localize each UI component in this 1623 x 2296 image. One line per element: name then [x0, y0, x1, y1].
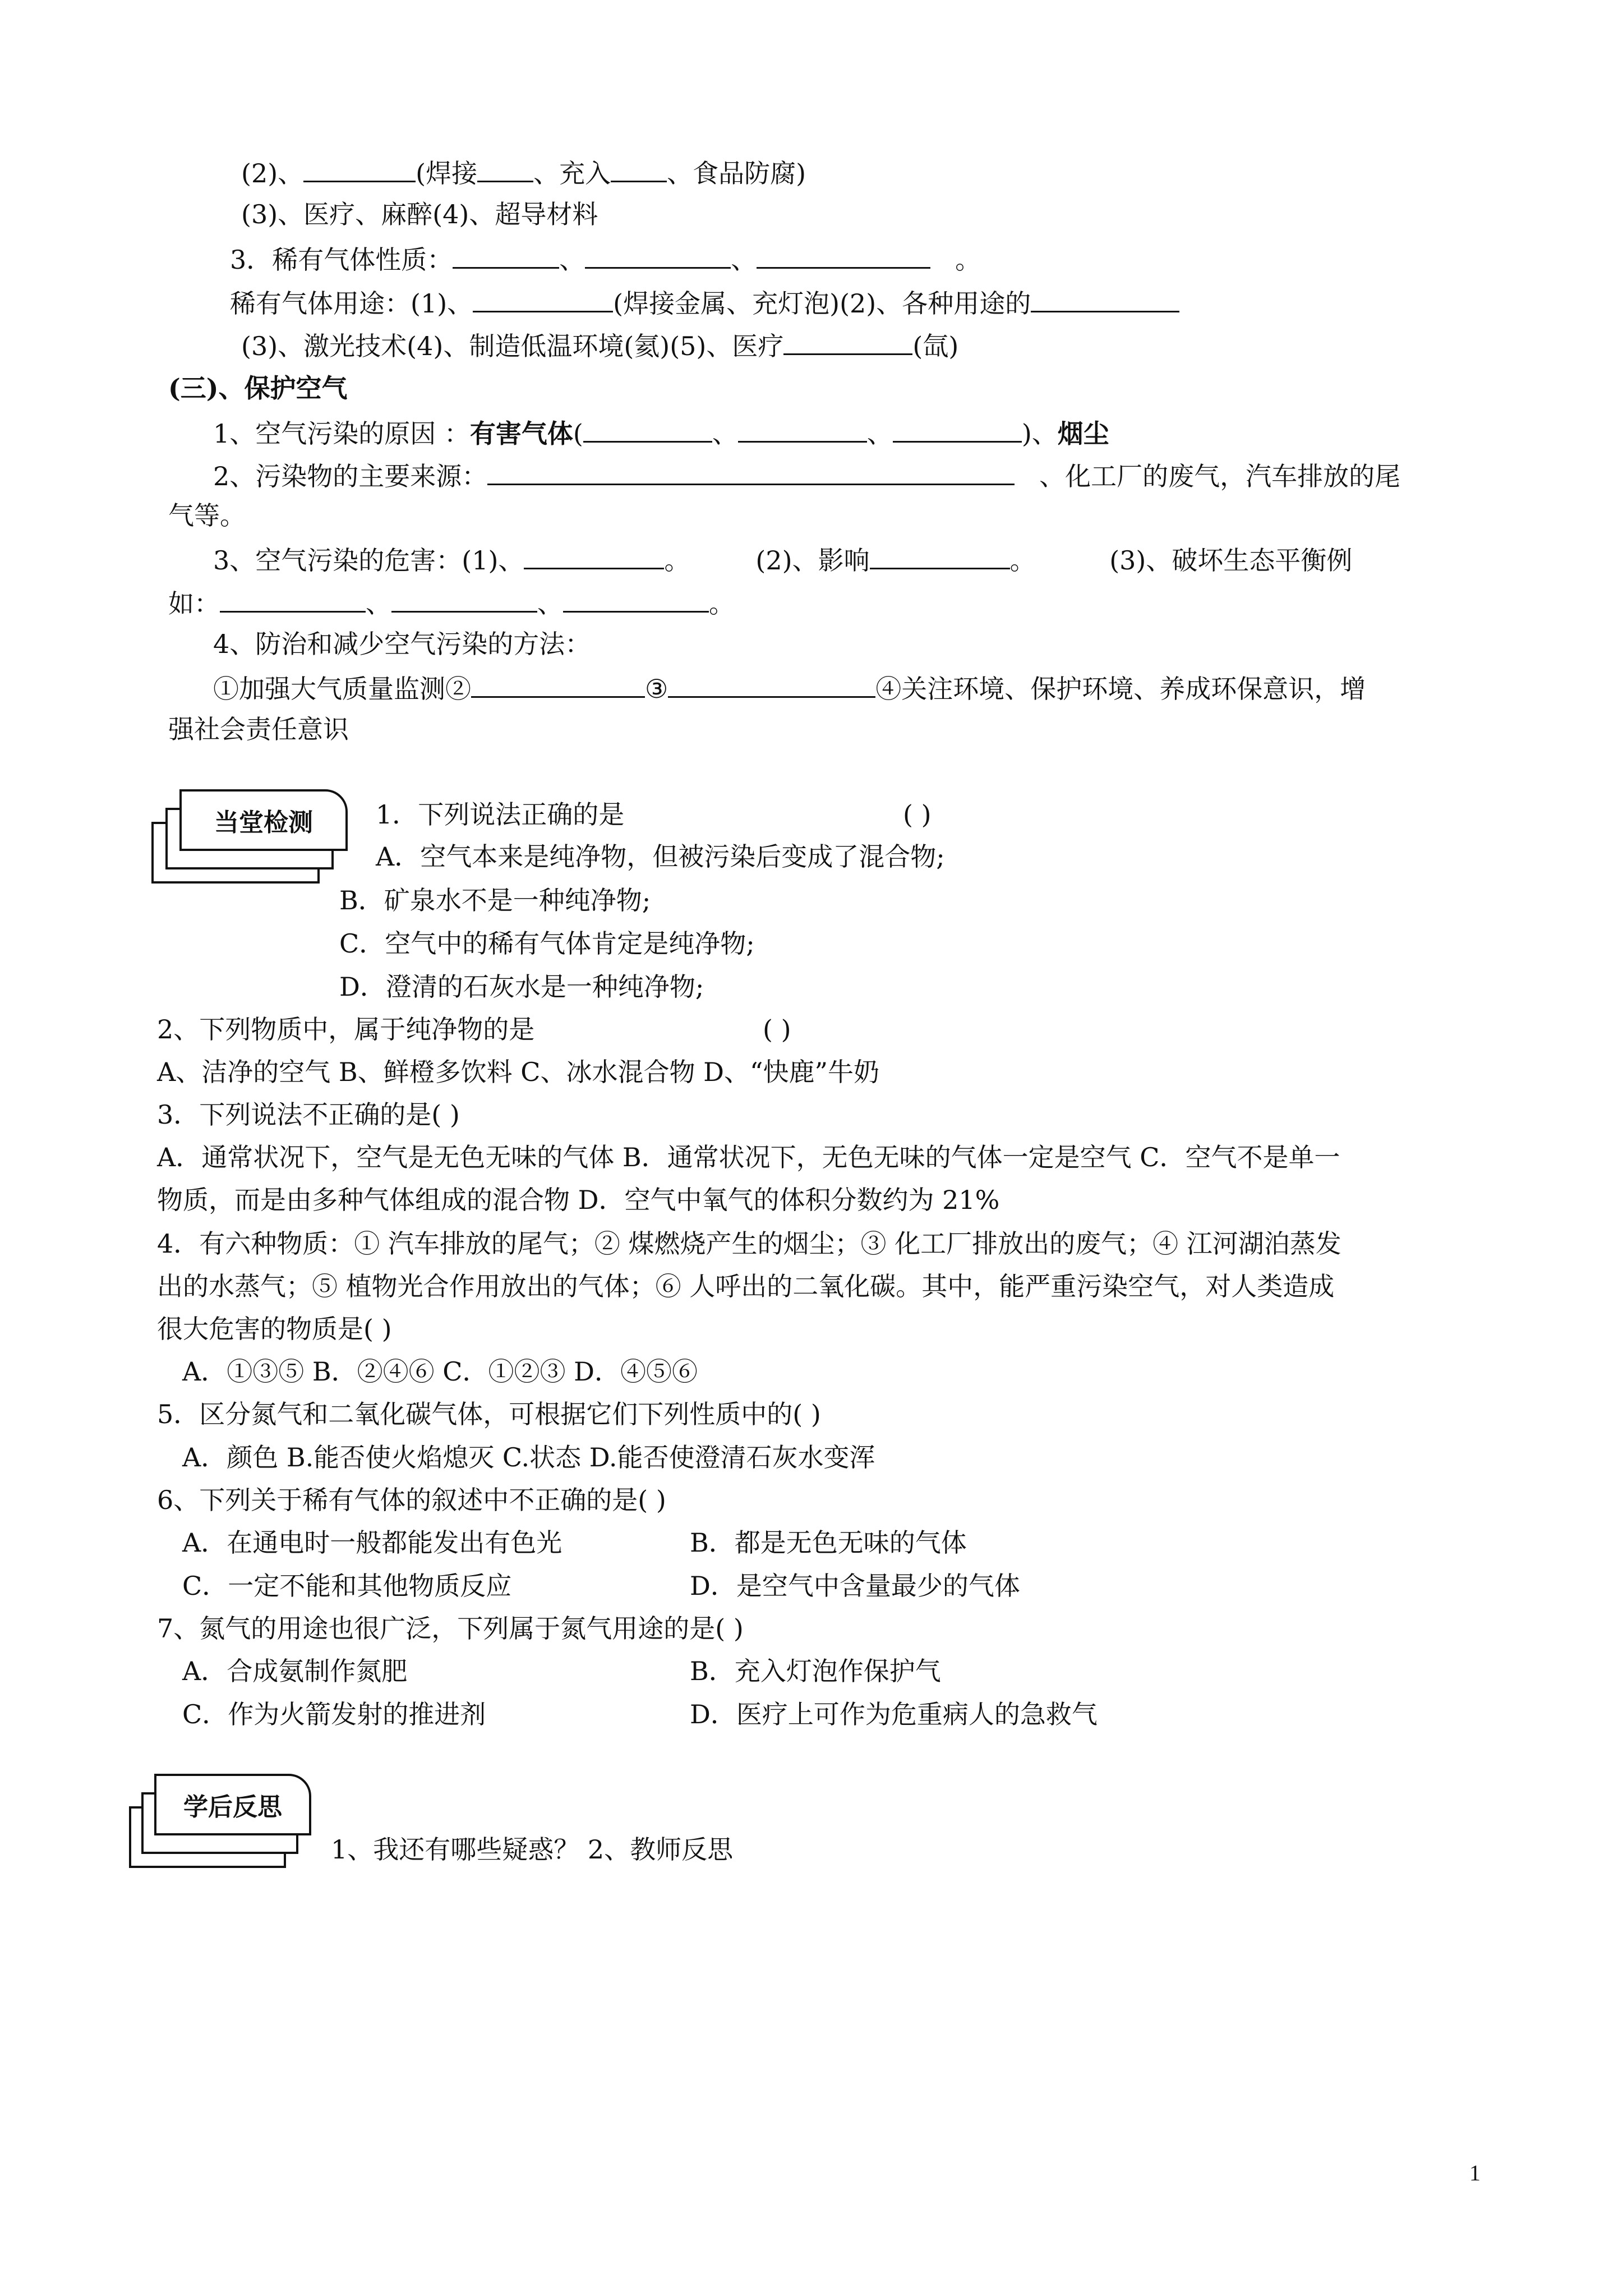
- line-noble-gas-uses-2: (3)、激光技术(4)、制造低温环境(氦)(5)、医疗 (氙): [241, 329, 958, 362]
- question-1-option-a[interactable]: A．空气本来是纯净物，但被污染后变成了混合物;: [376, 841, 945, 872]
- blank[interactable]: [487, 459, 1015, 485]
- q-pollution-source-cont: 气等。: [168, 500, 246, 531]
- q-prevention: 4、防治和减少空气污染的方法：: [213, 629, 591, 659]
- blank[interactable]: [563, 586, 709, 613]
- blank[interactable]: [668, 671, 875, 698]
- line-noble-gas-properties: 3．稀有气体性质： 、 、 。: [230, 242, 981, 275]
- blank[interactable]: [303, 156, 416, 182]
- question-7-option-c[interactable]: C．作为火箭发射的推进剂: [182, 1699, 486, 1729]
- question-1-option-d[interactable]: D．澄清的石灰水是一种纯净物;: [339, 972, 704, 1002]
- question-6-option-b[interactable]: B．都是无色无味的气体: [690, 1527, 967, 1558]
- question-7-option-b[interactable]: B．充入灯泡作保护气: [690, 1656, 941, 1686]
- question-6-option-d[interactable]: D．是空气中含量最少的气体: [690, 1571, 1020, 1601]
- question-7: 7、氮气的用途也很广泛，下列属于氮气用途的是( ): [157, 1613, 744, 1644]
- q-pollution-cause: 1、空气污染的原因 ：有害气体( 、 、 )、烟尘: [213, 416, 1109, 449]
- question-3: 3．下列说法不正确的是( ): [157, 1099, 460, 1130]
- blank[interactable]: [585, 242, 731, 269]
- blank[interactable]: [870, 543, 1010, 569]
- question-4-line-3: 很大危害的物质是( ): [157, 1314, 392, 1344]
- question-1: 1．下列说法正确的是: [376, 799, 625, 830]
- q-pollution-harm: 3、空气污染的危害：(1)、 。 (2)、影响 。 (3)、破坏生态平衡例: [213, 543, 1352, 576]
- question-4-line-2: 出的水蒸气；⑤ 植物光合作用放出的气体；⑥ 人呼出的二氧化碳。其中，能严重污染空气，对人类造成: [157, 1271, 1335, 1301]
- blank[interactable]: [220, 586, 366, 613]
- blank[interactable]: [473, 286, 613, 312]
- question-1-answer-paren[interactable]: ( ): [903, 799, 932, 830]
- blank[interactable]: [738, 416, 867, 443]
- blank[interactable]: [893, 416, 1022, 443]
- question-3-line-2: 物质，而是由多种气体组成的混合物 D．空气中氧气的体积分数约为 21%: [157, 1185, 1000, 1215]
- blank[interactable]: [524, 543, 664, 569]
- badge-card-front: 学后反思: [154, 1774, 311, 1835]
- question-6: 6、下列关于稀有气体的叙述中不正确的是( ): [157, 1485, 666, 1515]
- blank[interactable]: [783, 329, 912, 355]
- blank[interactable]: [757, 242, 930, 269]
- line-uses-3: (3)、医疗、麻醉(4)、超导材料: [241, 199, 598, 229]
- line-uses-2: (2)、 (焊接 、充入 、食品防腐): [241, 156, 806, 189]
- blank[interactable]: [471, 671, 645, 698]
- line-noble-gas-uses: 稀有气体用途：(1)、 (焊接金属、充灯泡)(2)、各种用途的: [230, 286, 1179, 319]
- page-number: 1: [1469, 2160, 1481, 2185]
- question-1-option-b[interactable]: B．矿泉水不是一种纯净物;: [339, 885, 651, 915]
- q-pollution-source: 2、污染物的主要来源： 、化工厂的废气，汽车排放的尾: [213, 459, 1400, 492]
- badge-card-front: 当堂检测: [179, 789, 348, 851]
- reflection-prompts: 1、我还有哪些疑惑？ 2、教师反思: [331, 1834, 734, 1865]
- blank[interactable]: [477, 156, 533, 182]
- blank[interactable]: [391, 586, 537, 613]
- question-6-option-c[interactable]: C．一定不能和其他物质反应: [182, 1571, 512, 1601]
- question-3-line-1: A．通常状况下，空气是无色无味的气体 B．通常状况下，无色无味的气体一定是空气 C．空气不是单一: [157, 1142, 1340, 1172]
- blank[interactable]: [611, 156, 667, 182]
- badge-in-class-check: [151, 783, 365, 895]
- question-7-option-a[interactable]: A．合成氨制作氮肥: [182, 1656, 408, 1686]
- q-prevention-methods: ①加强大气质量监测② ③ ④关注环境、保护环境、养成环保意识，增: [213, 671, 1366, 705]
- question-6-option-a[interactable]: A．在通电时一般都能发出有色光: [182, 1527, 562, 1558]
- question-5-options[interactable]: A．颜色 B.能否使火焰熄灭 C.状态 D.能否使澄清石灰水变浑: [182, 1442, 875, 1473]
- question-2-answer-paren[interactable]: ( ): [763, 1014, 791, 1045]
- blank[interactable]: [1031, 286, 1179, 312]
- question-4-line-1: 4．有六种物质：① 汽车排放的尾气；② 煤燃烧产生的烟尘；③ 化工厂排放出的废气；④ 江河湖泊蒸发: [157, 1228, 1341, 1259]
- blank[interactable]: [453, 242, 559, 269]
- section-heading-protect-air: (三)、保护空气: [168, 373, 348, 403]
- question-1-option-c[interactable]: C．空气中的稀有气体肯定是纯净物;: [339, 928, 755, 959]
- question-2-options[interactable]: A、洁净的空气 B、鲜橙多饮料 C、冰水混合物 D、“快鹿”牛奶: [157, 1057, 879, 1087]
- blank[interactable]: [583, 416, 712, 443]
- question-2: 2、下列物质中，属于纯净物的是: [157, 1014, 535, 1045]
- badge-reflection: [129, 1767, 331, 1879]
- question-5: 5．区分氮气和二氧化碳气体，可根据它们下列性质中的( ): [157, 1399, 821, 1429]
- q-pollution-harm-cont: 如： 、 、 。: [168, 586, 735, 619]
- q-prevention-methods-cont: 强社会责任意识: [168, 714, 349, 744]
- question-7-option-d[interactable]: D．医疗上可作为危重病人的急救气: [690, 1699, 1098, 1729]
- question-4-options[interactable]: A．①③⑤ B．②④⑥ C．①②③ D．④⑤⑥: [182, 1356, 698, 1387]
